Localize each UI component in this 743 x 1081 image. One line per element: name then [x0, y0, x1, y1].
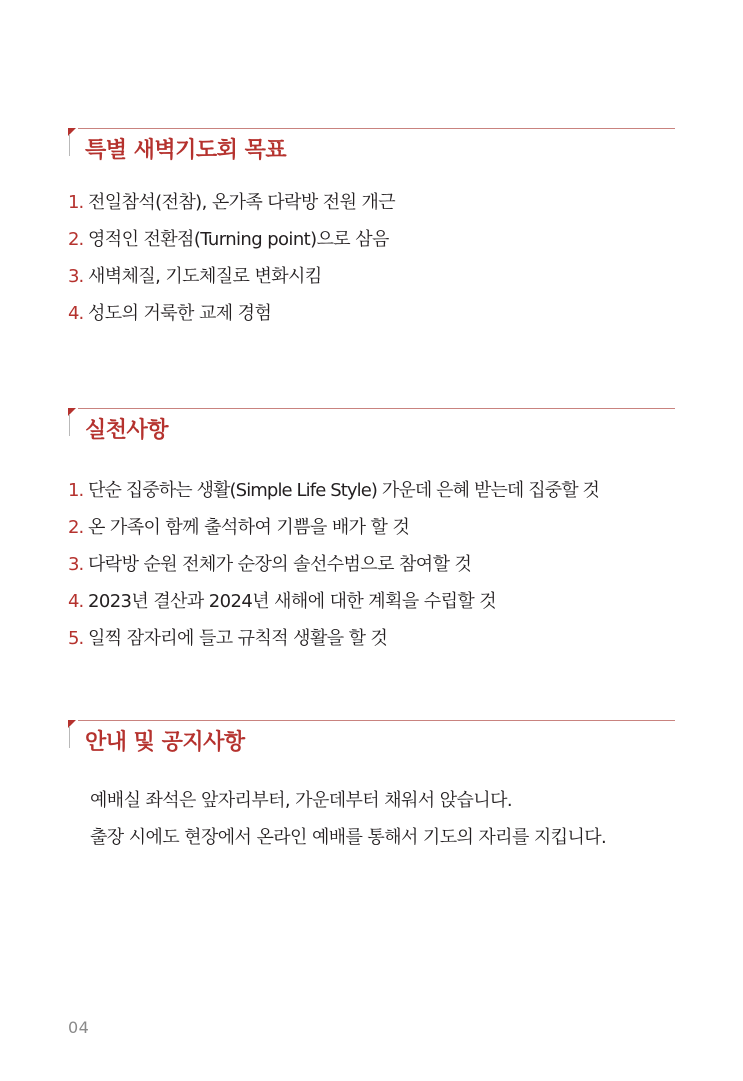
item-text: 온 가족이 함께 출석하여 기쁨을 배가 할 것: [88, 517, 410, 538]
list-item: [68, 583, 675, 620]
section-notice: [68, 720, 675, 856]
list-item: [68, 184, 675, 221]
section-tick: [69, 414, 70, 436]
section-tick: [69, 726, 70, 748]
item-text: 일찍 잠자리에 들고 규칙적 생활을 할 것: [88, 628, 388, 649]
section-title: 안내 및 공지사항: [85, 730, 245, 755]
section-rule: [78, 408, 675, 409]
item-text: 성도의 거룩한 교제 경험: [88, 303, 272, 324]
section-header: [68, 128, 675, 168]
section-header: [68, 408, 675, 448]
list-item: [68, 221, 675, 258]
section-rule: [78, 720, 675, 721]
item-number: 3.: [68, 554, 84, 575]
list-item: [68, 509, 675, 546]
section-title: 특별 새벽기도회 목표: [85, 138, 287, 163]
section-title: 실천사항: [85, 418, 169, 443]
item-number: 5.: [68, 628, 84, 649]
list-item: [68, 295, 675, 332]
item-number: 1.: [68, 480, 84, 501]
section-rule: [78, 128, 675, 129]
list-item: [68, 546, 675, 583]
section-practice: [68, 408, 675, 657]
item-text: 다락방 순원 전체가 순장의 솔선수범으로 참여할 것: [88, 554, 472, 575]
item-number: 4.: [68, 591, 84, 612]
item-number: 3.: [68, 266, 84, 287]
notice-line: 예배실 좌석은 앞자리부터, 가운데부터 채워서 앉습니다.: [90, 790, 512, 811]
section-tick: [69, 134, 70, 156]
item-text: 영적인 전환점(Turning point)으로 삼음: [88, 229, 389, 250]
page-number: 04: [68, 1018, 90, 1037]
section-goals: [68, 128, 675, 332]
list-item: [68, 620, 675, 657]
item-number: 2.: [68, 229, 84, 250]
list-item: [68, 472, 675, 509]
notice-body: [68, 782, 675, 856]
item-text: 전일참석(전참), 온가족 다락방 전원 개근: [88, 192, 396, 213]
item-text: 새벽체질, 기도체질로 변화시킴: [88, 266, 322, 287]
item-number: 1.: [68, 192, 84, 213]
item-number: 4.: [68, 303, 84, 324]
goals-list: [68, 184, 675, 332]
practice-list: [68, 472, 675, 657]
section-header: [68, 720, 675, 760]
item-text: 단순 집중하는 생활(Simple Life Style) 가운데 은혜 받는데 집중할 것: [88, 480, 600, 501]
item-number: 2.: [68, 517, 84, 538]
list-item: [68, 258, 675, 295]
notice-line: 출장 시에도 현장에서 온라인 예배를 통해서 기도의 자리를 지킵니다.: [90, 827, 607, 848]
item-text: 2023년 결산과 2024년 새해에 대한 계획을 수립할 것: [88, 591, 497, 612]
